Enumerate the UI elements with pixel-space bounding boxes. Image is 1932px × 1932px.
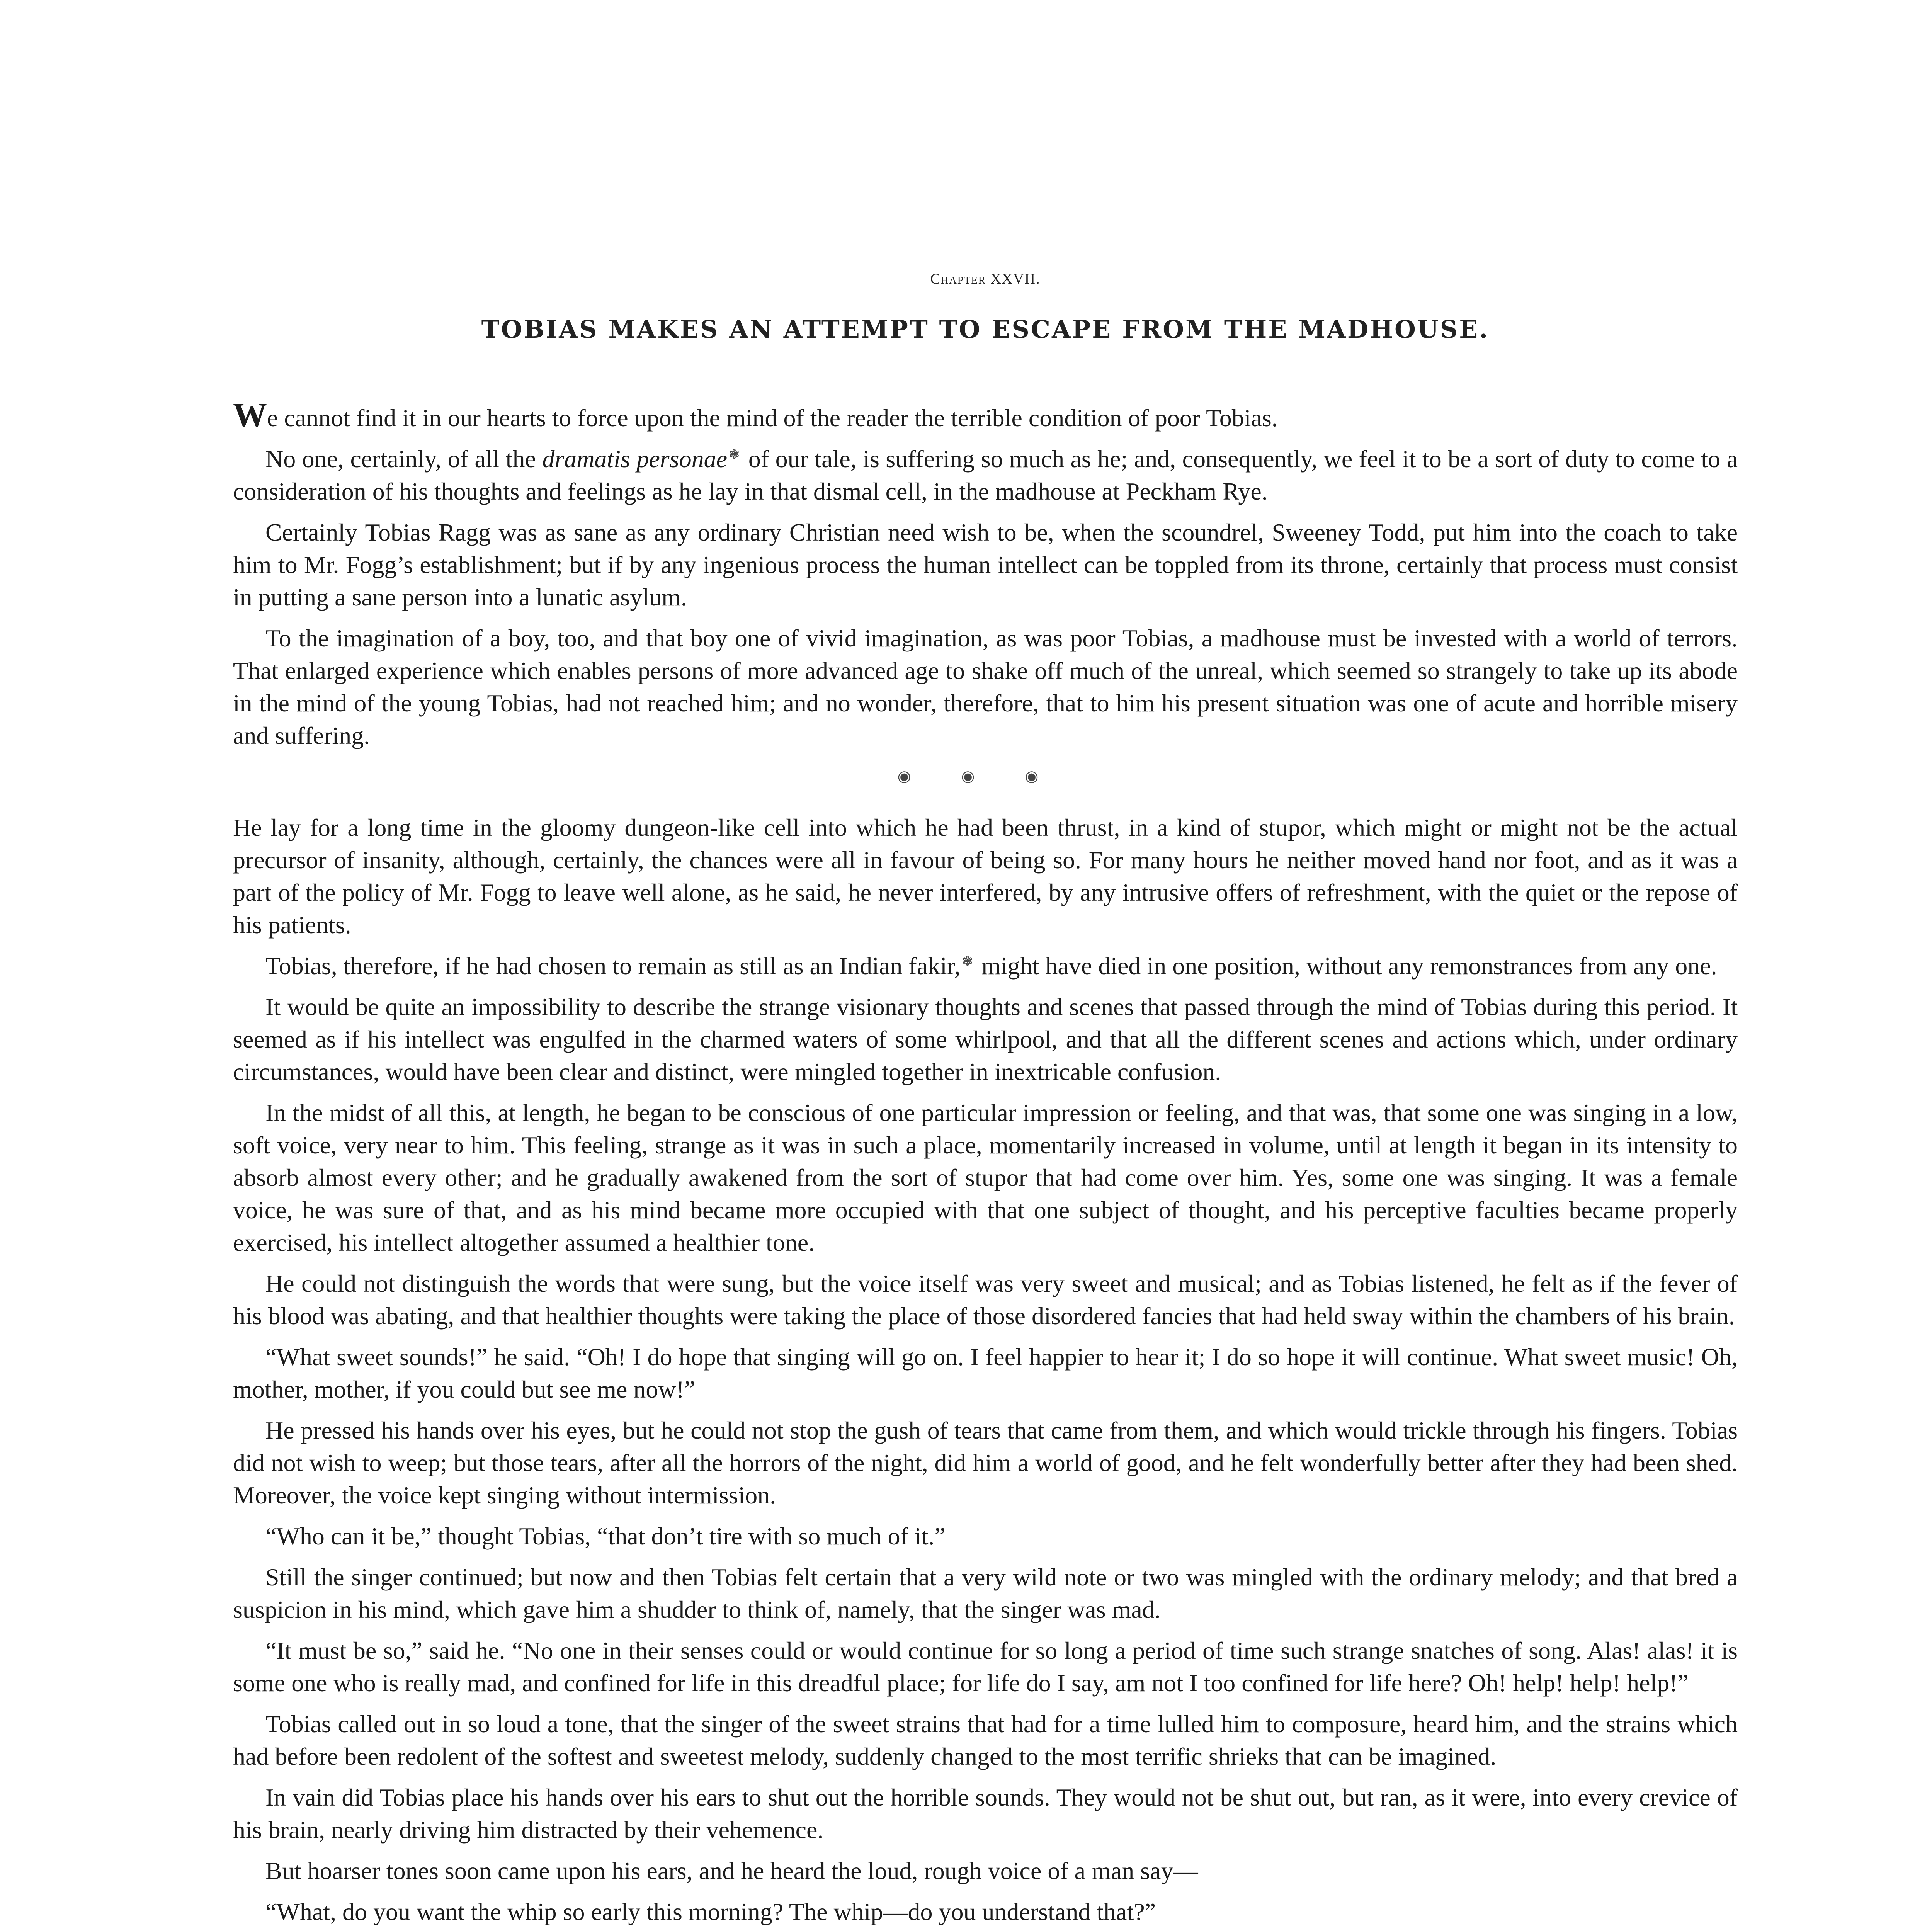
chapter-title: TOBIAS MAKES AN ATTEMPT TO ESCAPE FROM THE MADHOUSE.: [481, 315, 1490, 344]
paragraph: We cannot find it in our hearts to force upon the mind of the reader the terrible condition of poor Tobias.: [233, 396, 1278, 434]
paragraph: To the imagination of a boy, too, and that boy one of vivid imagination, as was poor Tobias, a madhouse must be invested with a world of terrors. That enlarged experience which enables persons of more advanced age to shake off much of the unreal, which seemed so strangely to take up its abode in the mind of the young Tobias, had not reached him; and no wonder, therefore, that to him his present situation was one of acute and horrible misery and suffering.: [233, 624, 1738, 749]
drop-cap: W: [233, 396, 267, 434]
paragraph: “It must be so,” said he. “No one in their senses could or would continue for so long a period of time such strange snatches of song. Alas! alas! it is some one who is really mad, and confined for life in this dreadful place; for life do I say, am not I too confined for life here? Oh! help! help! help!”: [233, 1637, 1738, 1697]
paragraph: No one, certainly, of all the dramatis personae ❃ of our tale, is suffering so much as he; and, consequently, we feel it to be a sort of duty to come to a consideration of his thoughts and feelings as he lay in that dismal cell, in the madhouse at Peckham Rye.: [233, 445, 1738, 505]
asterism-footnote-icon: ❃: [962, 954, 973, 969]
paragraph: It would be quite an impossibility to describe the strange visionary thoughts and scenes that passed through the mind of Tobias during this period. It seemed as if his intellect was engulfed in the charmed waters of some whirlpool, and that all the different scenes and actions which, under ordinary circumstances, would have been clear and distinct, were mingled together in inextricable confusion.: [233, 993, 1738, 1085]
paragraph: He lay for a long time in the gloomy dungeon-like cell into which he had been thrust, in a kind of stupor, which might or might not be the actual precursor of insanity, although, certainly, the chances were all in favour of being so. For many hours he neither moved hand nor foot, and as it was a part of the policy of Mr. Fogg to leave well alone, as he said, he never interfered, by any intrusive offers of refreshment, with the quiet or the repose of his patients.: [233, 814, 1738, 939]
paragraph: “What, do you want the whip so early this morning? The whip—do you understand that?”: [265, 1898, 1156, 1925]
text-block-before-break: [233, 396, 1738, 760]
italic-phrase: dramatis personae: [542, 445, 727, 473]
paragraph: Tobias called out in so loud a tone, that the singer of the sweet strains that had for a time lulled him to composure, heard him, and the strains which had before been redolent of the softest and sweetest melody, suddenly changed to the most terrific shrieks that can be imagined.: [233, 1710, 1738, 1770]
asterism-footnote-icon: ❃: [728, 447, 740, 462]
paragraph: Certainly Tobias Ragg was as sane as any ordinary Christian need wish to be, when the scoundrel, Sweeney Todd, put him into the coach to take him to Mr. Fogg’s establishment; but if by any ingenious process the human intellect can be toppled from its throne, certainly that process must consist in putting a sane person into a lunatic asylum.: [233, 519, 1738, 611]
paragraph: Tobias, therefore, if he had chosen to remain as still as an Indian fakir, ❃ might have died in one position, without any remonstrances from any one.: [265, 952, 1717, 980]
paragraph: In the midst of all this, at length, he began to be conscious of one particular impression or feeling, and that was, that some one was singing in a low, soft voice, very near to him. This feeling, strange as it was in such a place, momentarily increased in volume, until at length it began in its intensity to absorb almost every other; and he gradually awakened from the sort of stupor that had come over him. Yes, some one was singing. It was a female voice, he was sure of that, and as his mind became more occupied with that one subject of thought, and his perceptive faculties became properly exercised, his intellect altogether assumed a healthier tone.: [233, 1099, 1738, 1256]
paragraph: He could not distinguish the words that were sung, but the voice itself was very sweet and musical; and as Tobias listened, he felt as if the fever of his blood was abating, and that healthier thoughts were taking the place of those disordered fancies that had held sway within the chambers of his brain.: [233, 1270, 1738, 1330]
three-dot-ornament-icon: ◉ ◉ ◉: [897, 767, 1073, 785]
paragraph: In vain did Tobias place his hands over his ears to shut out the horrible sounds. They would not be shut out, but ran, as it were, into every crevice of his brain, nearly driving him distracted by their vehemence.: [233, 1784, 1738, 1844]
chapter-number: Chapter XXVII.: [930, 271, 1041, 287]
paragraph: “Who can it be,” thought Tobias, “that don’t tire with so much of it.”: [265, 1522, 946, 1550]
paragraph: But hoarser tones soon came upon his ears, and he heard the loud, rough voice of a man say—: [265, 1857, 1198, 1884]
paragraph: He pressed his hands over his eyes, but he could not stop the gush of tears that came from them, and which would trickle through his fingers. Tobias did not wish to weep; but those tears, after all the horrors of the night, did him a world of good, and he felt wonderfully better after they had been shed. Moreover, the voice kept singing without intermission.: [233, 1417, 1738, 1509]
book-page: [233, 0, 1738, 1932]
paragraph: “What sweet sounds!” he said. “Oh! I do hope that singing will go on. I feel happier to hear it; I do so hope it will continue. What sweet music! Oh, mother, mother, if you could but see me now!”: [233, 1343, 1738, 1403]
text-block-after-break: [233, 811, 1738, 1932]
paragraph: Still the singer continued; but now and then Tobias felt certain that a very wild note or two was mingled with the ordinary melody; and that bred a suspicion in his mind, which gave him a shudder to think of, namely, that the singer was mad.: [233, 1563, 1738, 1623]
